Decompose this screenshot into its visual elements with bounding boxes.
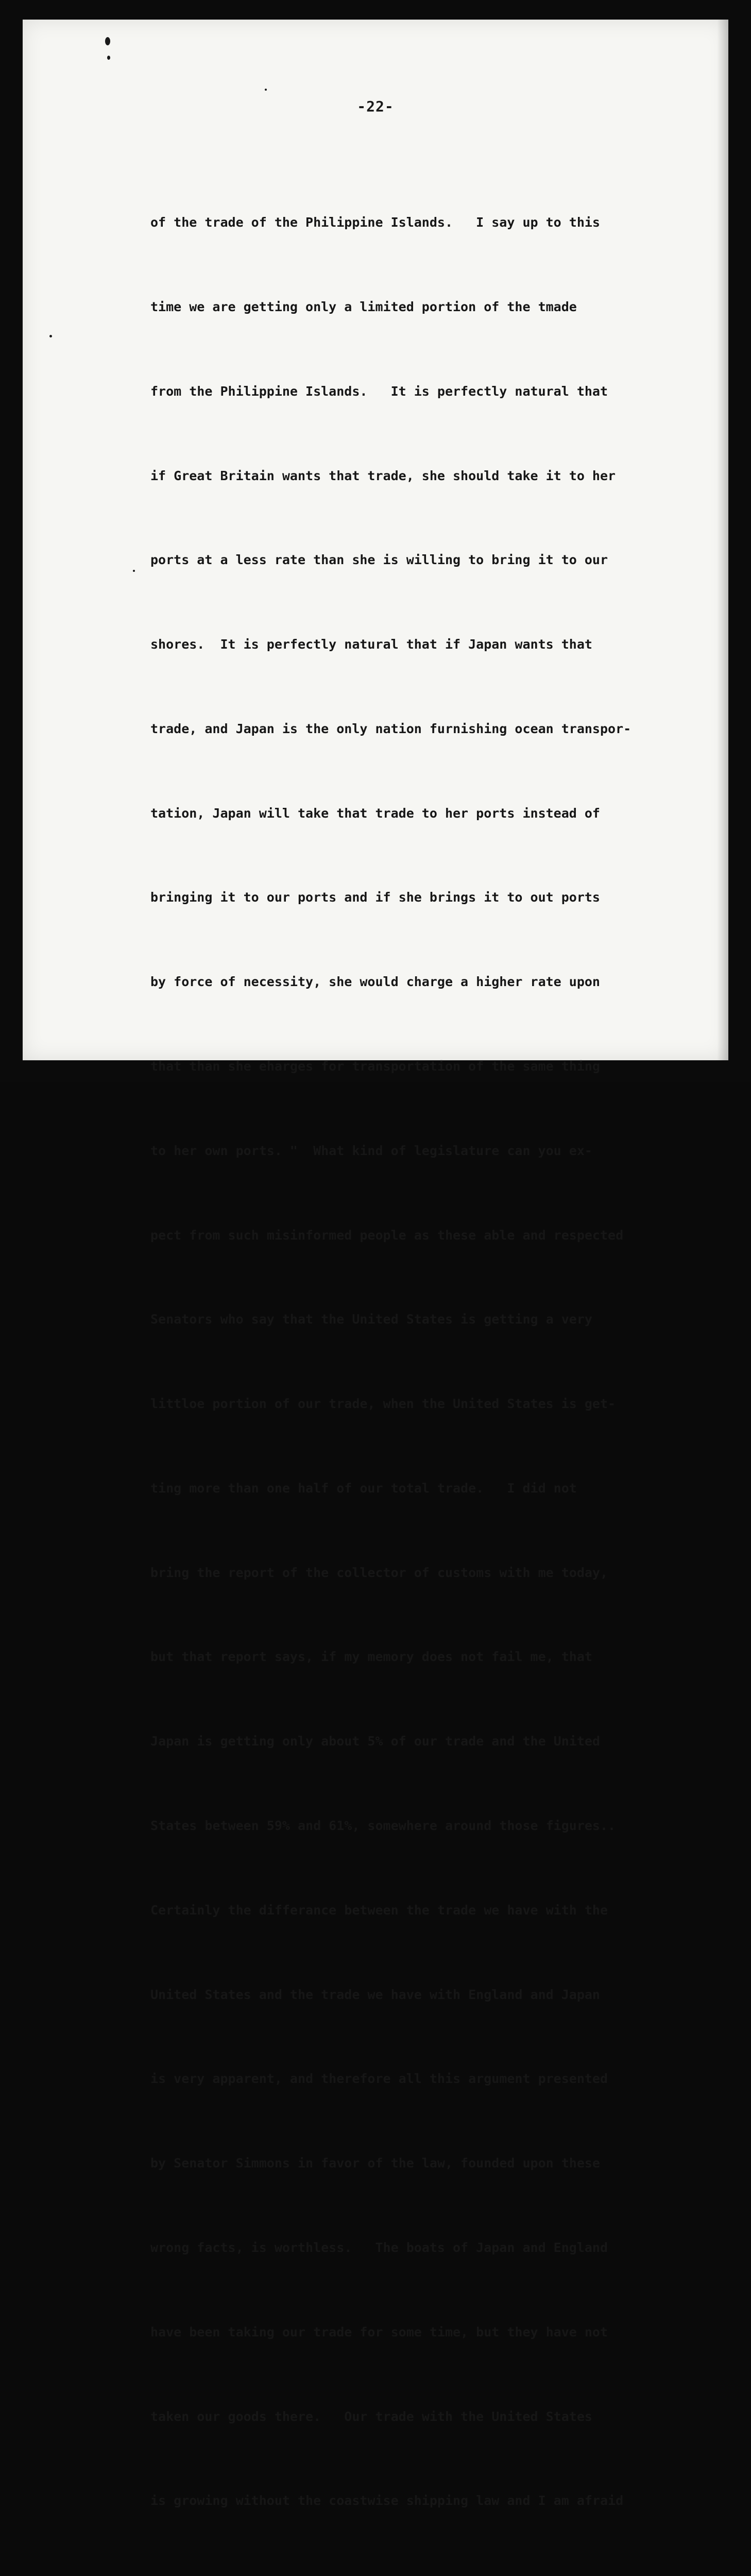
text-line: Japan is getting only about 5% of our trade and the United bbox=[150, 1734, 600, 1749]
text-line: shores. It is perfectly natural that if Japan wants that bbox=[150, 637, 592, 652]
text-line: is very apparent, and therefore all this argument presented bbox=[150, 2071, 608, 2087]
text-line: United States and the trade we have with England and Japan bbox=[150, 1987, 600, 2002]
text-line: Certainly the differance between the trade we have with the bbox=[150, 1902, 608, 1918]
text-line: ting more than one half of our total trade. I did not bbox=[150, 1480, 577, 1496]
ink-speck bbox=[107, 56, 110, 60]
text-line: trade, and Japan is the only nation furnishing ocean transpor- bbox=[150, 721, 631, 736]
text-line: Senators who say that the United States is getting a very bbox=[150, 1312, 592, 1327]
text-line: pect from such misinformed people as these able and respected bbox=[150, 1227, 624, 1243]
text-line: is growing without the coastwise shipping law and I am afraid bbox=[150, 2493, 624, 2509]
body-text bbox=[150, 152, 732, 2576]
ink-speck bbox=[133, 570, 135, 572]
text-line: wrong facts, is worthless. The boats of Japan and England bbox=[150, 2240, 608, 2255]
text-line: but that report says, if my memory does not fail me, that bbox=[150, 1649, 592, 1665]
text-line bbox=[150, 2571, 732, 2576]
text-line: by Senator Simmons in favor of the law, founded upon these bbox=[150, 2156, 600, 2171]
page-number: -22- bbox=[357, 98, 394, 115]
text-line: that than she eharges for transportation of the same thing bbox=[150, 1059, 600, 1074]
text-line: have been taking our trade for some time, but they have not bbox=[150, 2324, 608, 2340]
text-line: ports at a less rate than she is willing to bring it to our bbox=[150, 552, 608, 568]
ink-speck bbox=[265, 89, 267, 91]
text-line: if Great Britain wants that trade, she should take it to her bbox=[150, 468, 616, 483]
text-line: bringing it to our ports and if she brings it to out ports bbox=[150, 890, 600, 905]
paper-sheet bbox=[23, 20, 728, 2509]
text-line: to her own ports. " What kind of legislature can you ex- bbox=[150, 1143, 592, 1158]
text-line: of the trade of the Philippine Islands. I say up to this bbox=[150, 215, 600, 230]
ink-speck bbox=[49, 335, 52, 337]
text-line: bring the report of the collector of customs with me today, bbox=[150, 1565, 608, 1580]
text-line: taken our goods there. Our trade with the United States bbox=[150, 2409, 592, 2424]
text-line: from the Philippine Islands. It is perfectly natural that bbox=[150, 383, 608, 399]
text-line: by force of necessity, she would charge a higher rate upon bbox=[150, 974, 600, 990]
ink-speck bbox=[105, 37, 110, 45]
text-line: States between 59% and 61%, somewhere around those figures.. bbox=[150, 1818, 616, 1834]
text-line: tation, Japan will take that trade to her ports instead of bbox=[150, 805, 600, 821]
text-line: time we are getting only a limited portion of the tmade bbox=[150, 299, 577, 314]
text-line: littloe portion of our trade, when the United States is get- bbox=[150, 1396, 616, 1412]
